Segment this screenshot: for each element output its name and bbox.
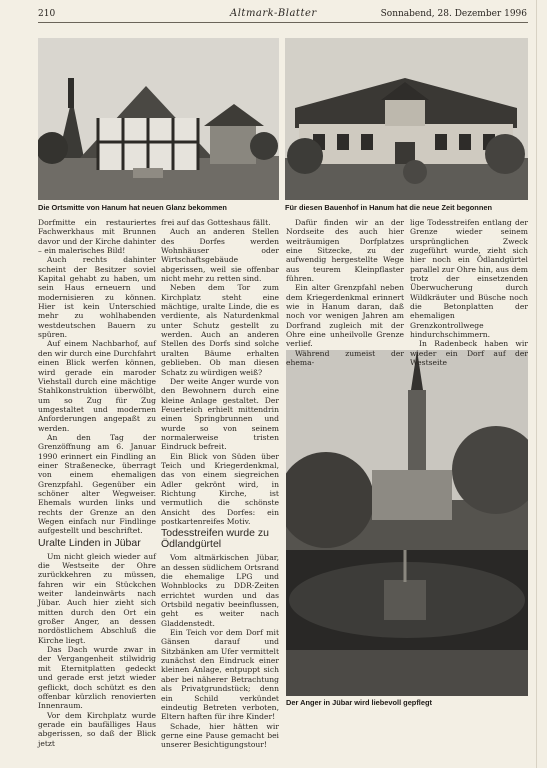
- paragraph: Um nicht gleich wieder auf die Westseite der Ohre zurückkehren zu müssen, fahren wir ein Stückchen weiter landeinwärts nach Jübar. Auch hier zieht sich mitten durch den Ort ein großer Anger, an dessen nordöstlichem Abschluß die Kirche liegt.: [38, 551, 156, 645]
- paragraph: Dorfmitte ein restauriertes Fachwerkhaus mit Brunnen davor und der Kirche dahinter – ein malerisches Bild!: [38, 218, 156, 256]
- paragraph: Auch an anderen Stellen des Dorfes werden Wohnhäuser oder Wirtschaftsgebäude abgerissen, weil sie offenbar nicht mehr zu retten sind.: [161, 227, 279, 284]
- paragraph: Neben dem Tor zum Kirchplatz steht eine mächtige, uralte Linde, die es verdiente, als Naturdenkmal unter Schutz gestellt zu werden. Auch an anderen Stellen des Dorfs sind solche uralten Bäume erhalten geblieben. Ob man diesen Schatz zu würdigen weiß?: [161, 283, 279, 377]
- paragraph: frei auf das Gotteshaus fällt.: [161, 218, 271, 227]
- paragraph: In Radenbeck haben wir wieder ein Dorf auf der Westseite: [410, 339, 528, 368]
- page-edge-line: [536, 0, 537, 768]
- text-column-2: [161, 218, 279, 750]
- paragraph: Ein Blick von Süden über Teich und Kriegerdenkmal, das von einem siegreichen Adler gekrönt wird, in Richtung Kirche, ist vermutlich die schönste Ansicht des Dorfes: ein postkartenreifes Motiv.: [161, 451, 279, 526]
- paragraph: Auch rechts dahinter scheint der Besitzer soviel Kapital gehabt zu haben, um sein Haus erneuern und modernisieren zu können. Hier ist kein Unterschied mehr zu wohlhabenden westdeutschen Bauern zu spüren.: [38, 255, 156, 340]
- paragraph: Das Dach wurde zwar in der Vergangenheit stilwidrig mit Eternitplatten gedeckt und gerade erst jetzt wieder geflickt, doch schützt es den offenbar kürzlich renovierten Innenraum.: [38, 645, 156, 711]
- section-heading: Todesstreifen wurde zu Ödlandgürtel: [161, 527, 269, 551]
- paragraph: Der weite Anger wurde von den Bewohnern durch eine kleine Anlage gestaltet. Der Feuerteich erhielt mittendrin einen Springbrunnen und wurde so von seinem normalerweise tristen Eindruck befreit.: [161, 376, 279, 452]
- header-rule: [38, 22, 528, 23]
- text-column-1: [38, 218, 156, 748]
- caption-photo-3: Der Anger in Jübar wird liebevoll gepflegt: [286, 698, 432, 707]
- caption-photo-1: Die Ortsmitte von Hanum hat neuen Glanz bekommen: [38, 203, 227, 212]
- masthead: Altmark-Blatter: [230, 8, 317, 19]
- photo-village-green: [286, 350, 528, 696]
- photo-village-center: [38, 38, 279, 200]
- text-column-3: [286, 218, 404, 368]
- photo-farmhouse: [285, 38, 528, 200]
- text-column-4: [410, 218, 528, 368]
- paragraph: Dafür finden wir an der Nordseite des auch hier weiträumigen Dorfplatzes eine Sitzecke, zu der aufwendig hergestellte Wege aus teurem Kleinpflaster führen.: [286, 218, 404, 284]
- section-heading: Uralte Linden in Jübar: [38, 536, 141, 549]
- paragraph: Ein Teich vor dem Dorf mit Gänsen darauf und Sitzbänken am Ufer vermittelt zunächst den Eindruck einer kleinen Anlage, entpuppt sich aber bei näherer Betrachtung als Privatgrundstück; denn ein Schild verkündet eindeutig Betreten verboten, Eltern haften für ihre Kinder!: [161, 628, 279, 722]
- caption-photo-2: Für diesen Bauenhof in Hanum hat die neue Zeit begonnen: [285, 203, 492, 212]
- paragraph: Auf einem Nachbarhof, auf den wir durch eine Durchfahrt einen Blick werfen können, wird gerade ein maroder Viehstall durch eine mächtige Stahlkonstruktion überwölbt, um so Zug für Zug umgestaltet und modernen Anforderungen angepaßt zu werden.: [38, 339, 156, 433]
- paragraph: Schade, hier hätten wir gerne eine Pause gemacht bei unserer Besichtigungstour!: [161, 721, 279, 750]
- paragraph: Ein alter Grenzpfahl neben dem Kriegerdenkmal erinnert wie in Hanum daran, daß noch vor wenigen Jahren am Dorfrand zugleich mit der Ohre eine unheilvolle Grenze verlief.: [286, 283, 404, 349]
- paragraph: An den Tag der Grenzöffnung am 6. Januar 1990 erinnert ein Findling an einer Straßenecke, überragt von einem ehemaligen Grenzpfahl. Gegenüber ein schöner alter Wegweiser. Ehemals wurden links und rechts der Grenze an den Wegen einfach nur Findlinge aufgestellt und beschriftet.: [38, 432, 156, 536]
- issue-date: Sonnabend, 28. Dezember 1996: [380, 9, 527, 19]
- paragraph: Während zumeist der ehema-: [286, 348, 404, 368]
- paragraph: Vor dem Kirchplatz wurde gerade ein baufälliges Haus abgerissen, so daß der Blick jetzt: [38, 710, 156, 748]
- page-number: 210: [38, 9, 56, 19]
- paragraph: Vom altmärkischen Jübar, an dessen südlichem Ortsrand die ehemalige LPG und Wohnblocks zu DDR-Zeiten errichtet wurden und das Ortsbild negativ beeinflussen, geht es weiter nach Gladdenstedt.: [161, 553, 279, 628]
- paragraph: lige Todesstreifen entlang der Grenze wieder seinem ursprünglichen Zweck zugeführt wurde, zieht sich hier noch ein Ödlandgürtel parallel zur Ohre hin, aus dem trotz der einsetzenden Überwucherung durch Wildkräuter und Büsche noch die Betonplatten der ehemaligen Grenzkontrollwege hindurchschimmern.: [410, 218, 528, 340]
